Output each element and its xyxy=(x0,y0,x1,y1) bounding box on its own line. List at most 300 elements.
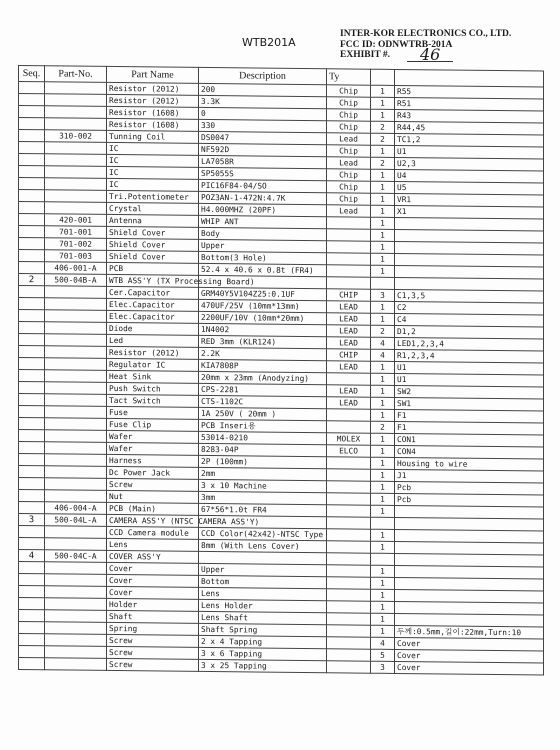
cell-type xyxy=(327,529,371,541)
cell-part-name: IC xyxy=(107,178,199,191)
cell-description: 1A 250V ( 20mm ) xyxy=(199,407,327,420)
cell-description: 8mm (With Lens Cover) xyxy=(199,539,327,552)
cell-description: Bottom xyxy=(199,575,327,588)
cell-seq xyxy=(19,406,45,418)
cell-qty: 1 xyxy=(371,541,395,553)
cell-seq xyxy=(19,502,45,514)
cell-part-no: 701-003 xyxy=(45,250,107,263)
cell-seq xyxy=(19,322,45,334)
cell-qty: 1 xyxy=(371,97,395,109)
cell-part-no xyxy=(45,154,107,167)
column-header-qty xyxy=(371,69,395,85)
cell-type: MOLEX xyxy=(327,433,371,445)
cell-type: Lead xyxy=(327,157,371,169)
cell-seq xyxy=(19,118,45,130)
cell-type: LEAD xyxy=(327,337,371,349)
cell-part-name: Spring xyxy=(107,622,199,635)
cell-location: U1 xyxy=(395,145,544,159)
cell-seq xyxy=(19,490,45,502)
cell-part-no xyxy=(45,190,107,203)
cell-seq xyxy=(19,154,45,166)
cell-part-no xyxy=(45,370,107,383)
cell-part-no xyxy=(45,82,107,95)
cell-location: C2 xyxy=(395,301,544,315)
exhibit-underline xyxy=(407,61,453,62)
cell-description: CTS-1102C xyxy=(199,395,327,408)
cell-part-name: Resistor (2012) xyxy=(107,82,199,95)
cell-part-name: Crystal xyxy=(107,202,199,215)
cell-type xyxy=(327,229,371,241)
cell-qty: 1 xyxy=(371,265,395,277)
cell-qty: 1 xyxy=(371,433,395,445)
column-header-part-no: Part-No. xyxy=(45,66,107,83)
cell-description: H4.000MHZ (20PF) xyxy=(199,203,327,216)
cell-location: VR1 xyxy=(395,193,544,207)
cell-type: Lead xyxy=(327,205,371,217)
column-header-description: Description xyxy=(199,67,327,84)
cell-type: Chip xyxy=(327,85,371,97)
cell-seq xyxy=(19,442,45,454)
cell-seq xyxy=(19,262,45,274)
cell-qty: 1 xyxy=(371,613,395,625)
cell-description: Lens xyxy=(199,587,327,600)
cell-qty: 2 xyxy=(371,421,395,433)
column-header-location xyxy=(395,69,544,87)
cell-qty: 1 xyxy=(371,409,395,421)
column-header-part-name: Part Name xyxy=(107,66,199,83)
cell-part-no xyxy=(45,622,107,635)
cell-seq xyxy=(19,166,45,178)
bill-of-materials-table xyxy=(18,65,544,676)
cell-type: LEAD xyxy=(327,385,371,397)
cell-location: C1,3,5 xyxy=(395,289,544,303)
exhibit-label: EXHIBIT #. xyxy=(340,50,390,60)
cell-description: CPS-2281 xyxy=(199,383,327,396)
cell-part-no: 500-04B-A xyxy=(45,274,107,287)
cell-seq xyxy=(19,622,45,634)
cell-description: Upper xyxy=(199,239,327,252)
cell-part-name: Regulator IC xyxy=(107,358,199,371)
cell-part-name: Antenna xyxy=(107,214,199,227)
cell-part-name: Tact Switch xyxy=(107,394,199,407)
cell-part-no xyxy=(45,490,107,503)
cell-location: D1,2 xyxy=(395,325,544,339)
column-header-seq: Seq. xyxy=(19,66,45,82)
cell-description: 2200UF/10V (10mm*20mm) xyxy=(199,311,327,324)
cell-seq xyxy=(19,454,45,466)
cell-seq: 3 xyxy=(19,514,45,526)
cell-part-name: Nut xyxy=(107,490,199,503)
cell-description: CCD Color(42x42)-NTSC Type xyxy=(199,527,327,540)
cell-qty: 1 xyxy=(371,445,395,457)
cell-seq xyxy=(19,598,45,610)
cell-type xyxy=(327,589,371,601)
cell-seq xyxy=(19,394,45,406)
cell-seq xyxy=(19,334,45,346)
cell-type xyxy=(327,517,371,529)
cell-description: Bottom(3 Hole) xyxy=(199,251,327,264)
cell-seq xyxy=(19,562,45,574)
cell-location: Pcb xyxy=(395,481,544,495)
cell-seq xyxy=(19,358,45,370)
cell-description: RED 3mm (KLR124) xyxy=(199,335,327,348)
cell-seq xyxy=(19,610,45,622)
cell-type xyxy=(327,481,371,493)
cell-part-no xyxy=(45,418,107,431)
cell-part-no: 701-001 xyxy=(45,226,107,239)
cell-location: LED1,2,3,4 xyxy=(395,337,544,351)
cell-part-name: Holder xyxy=(107,598,199,611)
cell-part-name: Dc Power Jack xyxy=(107,466,199,479)
cell-description: 2 x 4 Tapping xyxy=(199,635,327,648)
cell-part-name: WTB ASS'Y (TX Processing Board) xyxy=(107,274,199,287)
cell-qty: 1 xyxy=(371,313,395,325)
cell-type xyxy=(327,373,371,385)
cell-part-name: Fuse Clip xyxy=(107,418,199,431)
cell-qty: 3 xyxy=(371,289,395,301)
cell-description: PCB Inseri용 xyxy=(199,419,327,432)
cell-location: SW2 xyxy=(395,385,544,399)
cell-part-no xyxy=(45,322,107,335)
cell-part-no xyxy=(45,478,107,491)
cell-description: Lens Shaft xyxy=(199,611,327,624)
cell-type: Chip xyxy=(327,121,371,133)
cell-qty: 1 xyxy=(371,145,395,157)
cell-seq xyxy=(19,142,45,154)
cell-seq xyxy=(19,382,45,394)
cell-qty: 1 xyxy=(371,601,395,613)
cell-part-name: Diode xyxy=(107,322,199,335)
cell-qty: 1 xyxy=(371,169,395,181)
cell-part-no xyxy=(45,202,107,215)
cell-part-no xyxy=(45,634,107,647)
cell-seq: 2 xyxy=(19,274,45,286)
cell-location: CON1 xyxy=(395,433,544,447)
cell-location: R51 xyxy=(395,97,544,111)
cell-type xyxy=(327,457,371,469)
cell-seq xyxy=(19,586,45,598)
cell-part-name: Wafer xyxy=(107,442,199,455)
cell-part-name: IC xyxy=(107,166,199,179)
cell-description: 2.2K xyxy=(199,347,327,360)
cell-location: R1,2,3,4 xyxy=(395,349,544,363)
cell-part-no: 310-002 xyxy=(45,130,107,143)
cell-location: 두께:0.5mm,길이:22mm,Turn:10 xyxy=(395,625,544,639)
cell-location: U1 xyxy=(395,361,544,375)
cell-part-name: Shield Cover xyxy=(107,250,199,263)
cell-qty: 1 xyxy=(371,85,395,97)
column-header-type: Ty xyxy=(327,69,371,85)
cell-seq xyxy=(19,430,45,442)
cell-type: Chip xyxy=(327,169,371,181)
cell-qty: 1 xyxy=(371,577,395,589)
cell-seq xyxy=(19,286,45,298)
cell-description: 8283-04P xyxy=(199,443,327,456)
cell-type xyxy=(327,265,371,277)
cell-description: 2P (100mm) xyxy=(199,455,327,468)
cell-part-name: IC xyxy=(107,142,199,155)
cell-part-name: COVER ASS'Y xyxy=(107,550,199,563)
cell-qty: 4 xyxy=(371,337,395,349)
cell-type: Chip xyxy=(327,109,371,121)
cell-description: 3mm xyxy=(199,491,327,504)
cell-part-name: Tunning Coil xyxy=(107,130,199,143)
cell-type xyxy=(327,493,371,505)
cell-qty: 1 xyxy=(371,589,395,601)
cell-location: X1 xyxy=(395,205,544,219)
cell-part-no xyxy=(45,142,107,155)
cell-part-name: Cover xyxy=(107,562,199,575)
cell-description: 3 x 25 Tapping xyxy=(199,659,327,672)
cell-part-no xyxy=(45,454,107,467)
cell-description: Lens Holder xyxy=(199,599,327,612)
cell-type: Chip xyxy=(327,97,371,109)
cell-description: 0 xyxy=(199,107,327,120)
cell-qty: 1 xyxy=(371,373,395,385)
cell-location: C4 xyxy=(395,313,544,327)
cell-seq xyxy=(19,250,45,262)
cell-qty: 1 xyxy=(371,205,395,217)
cell-seq xyxy=(19,646,45,658)
cell-part-no xyxy=(45,562,107,575)
cell-part-name: Tri.Potentiometer xyxy=(107,190,199,203)
cell-description: 200 xyxy=(199,83,327,96)
cell-part-no xyxy=(45,442,107,455)
cell-description: GRM40Y5V104Z25:0.1UF xyxy=(199,287,327,300)
cell-seq xyxy=(19,310,45,322)
cell-part-name: Resistor (2012) xyxy=(107,346,199,359)
cell-part-no: 701-002 xyxy=(45,238,107,251)
cell-part-name: Push Switch xyxy=(107,382,199,395)
cell-type xyxy=(327,565,371,577)
cell-qty: 1 xyxy=(371,253,395,265)
cell-location: U1 xyxy=(395,373,544,387)
cell-type xyxy=(327,505,371,517)
cell-location: F1 xyxy=(395,409,544,423)
cell-description: SP5055S xyxy=(199,167,327,180)
cell-description: 3 x 6 Tapping xyxy=(199,647,327,660)
cell-qty xyxy=(371,553,395,565)
cell-qty: 1 xyxy=(371,469,395,481)
fcc-id: FCC ID: ODNWTRB-201A xyxy=(340,39,453,50)
cell-location: R55 xyxy=(395,85,544,99)
cell-seq xyxy=(19,346,45,358)
cell-type xyxy=(327,241,371,253)
cell-qty: 1 xyxy=(371,241,395,253)
cell-qty: 1 xyxy=(371,457,395,469)
cell-part-name: Screw xyxy=(107,658,199,671)
cell-part-no xyxy=(45,178,107,191)
cell-location: CON4 xyxy=(395,445,544,459)
cell-location: R43 xyxy=(395,109,544,123)
cell-location: U5 xyxy=(395,181,544,195)
cell-location: Cover xyxy=(395,637,544,651)
cell-part-name: Resistor (1608) xyxy=(107,106,199,119)
cell-description: Body xyxy=(199,227,327,240)
cell-part-name: Harness xyxy=(107,454,199,467)
cell-part-no xyxy=(45,538,107,551)
cell-part-name: Elec.Capacitor xyxy=(107,310,199,323)
cell-type: Lead xyxy=(327,133,371,145)
cell-description: KIA7808P xyxy=(199,359,327,372)
cell-type xyxy=(327,253,371,265)
cell-part-name: Shield Cover xyxy=(107,238,199,251)
cell-part-no: 406-001-A xyxy=(45,262,107,275)
cell-part-name: Shaft xyxy=(107,610,199,623)
cell-part-no xyxy=(45,526,107,539)
cell-qty: 1 xyxy=(371,301,395,313)
cell-description: 1N4002 xyxy=(199,323,327,336)
cell-location: F1 xyxy=(395,421,544,435)
cell-qty xyxy=(371,517,395,529)
cell-description: 3.3K xyxy=(199,95,327,108)
cell-part-name: PCB (Main) xyxy=(107,502,199,515)
cell-location: R44,45 xyxy=(395,121,544,135)
cell-seq xyxy=(19,658,45,670)
cell-description: DS0047 xyxy=(199,131,327,144)
cell-part-name: IC xyxy=(107,154,199,167)
cell-qty: 1 xyxy=(371,505,395,517)
cell-seq xyxy=(19,130,45,142)
cell-seq xyxy=(19,634,45,646)
cell-part-no xyxy=(45,610,107,623)
cell-qty: 1 xyxy=(371,565,395,577)
cell-part-no xyxy=(45,106,107,119)
cell-description: PIC16F84-04/SO xyxy=(199,179,327,192)
cell-description: 20mm x 23mm (Anodyzing) xyxy=(199,371,327,384)
cell-type xyxy=(327,613,371,625)
cell-type xyxy=(327,409,371,421)
cell-seq xyxy=(19,178,45,190)
cell-seq xyxy=(19,298,45,310)
cell-description: Shaft Spring xyxy=(199,623,327,636)
cell-part-name: CCD Camera module xyxy=(107,526,199,539)
cell-qty: 5 xyxy=(371,649,395,661)
cell-part-no xyxy=(45,646,107,659)
cell-seq xyxy=(19,106,45,118)
cell-part-no xyxy=(45,382,107,395)
cell-qty: 1 xyxy=(371,493,395,505)
cell-part-name: Cover xyxy=(107,574,199,587)
cell-location: Cover xyxy=(395,649,544,663)
cell-part-no xyxy=(45,406,107,419)
cell-qty: 4 xyxy=(371,349,395,361)
cell-location: TC1,2 xyxy=(395,133,544,147)
cell-seq xyxy=(19,226,45,238)
cell-part-no: 420-001 xyxy=(45,214,107,227)
cell-part-name: Wafer xyxy=(107,430,199,443)
cell-qty: 1 xyxy=(371,385,395,397)
cell-seq xyxy=(19,478,45,490)
cell-qty: 2 xyxy=(371,133,395,145)
cell-type xyxy=(327,661,371,673)
cell-qty: 1 xyxy=(371,217,395,229)
cell-part-name: Screw xyxy=(107,634,199,647)
cell-part-no xyxy=(45,94,107,107)
cell-type xyxy=(327,421,371,433)
cell-type: CHIP xyxy=(327,349,371,361)
cell-type: LEAD xyxy=(327,397,371,409)
cell-description: 2mm xyxy=(199,467,327,480)
cell-seq xyxy=(19,574,45,586)
cell-type: ELCO xyxy=(327,445,371,457)
cell-part-no: 500-04L-A xyxy=(45,514,107,527)
cell-qty: 1 xyxy=(371,193,395,205)
cell-part-name: Heat Sink xyxy=(107,370,199,383)
cell-description: POZ3AN-1-472N:4.7K xyxy=(199,191,327,204)
document-title: WTB201A xyxy=(242,36,296,49)
cell-type: LEAD xyxy=(327,313,371,325)
cell-type xyxy=(327,601,371,613)
cell-type xyxy=(327,637,371,649)
cell-part-name: Screw xyxy=(107,478,199,491)
cell-part-name: Cover xyxy=(107,586,199,599)
cell-part-no xyxy=(45,658,107,671)
cell-part-name: Resistor (2012) xyxy=(107,94,199,107)
cell-part-no xyxy=(45,598,107,611)
cell-part-name: Resistor (1608) xyxy=(107,118,199,131)
cell-type: Chip xyxy=(327,145,371,157)
cell-seq xyxy=(19,82,45,94)
cell-part-no xyxy=(45,466,107,479)
cell-type xyxy=(327,217,371,229)
cell-part-no xyxy=(45,394,107,407)
cell-part-no xyxy=(45,574,107,587)
exhibit-number: 46 xyxy=(420,45,441,64)
cell-seq xyxy=(19,538,45,550)
cell-seq xyxy=(19,526,45,538)
cell-description: 52.4 x 40.6 x 0.8t (FR4) xyxy=(199,263,327,276)
cell-type xyxy=(327,649,371,661)
cell-location: U4 xyxy=(395,169,544,183)
cell-part-name: Screw xyxy=(107,646,199,659)
cell-type xyxy=(327,577,371,589)
cell-type xyxy=(327,469,371,481)
cell-part-no xyxy=(45,334,107,347)
cell-part-no xyxy=(45,346,107,359)
cell-type xyxy=(327,541,371,553)
cell-qty: 2 xyxy=(371,157,395,169)
cell-seq xyxy=(19,466,45,478)
cell-part-no xyxy=(45,118,107,131)
cell-qty: 1 xyxy=(371,529,395,541)
cell-part-no xyxy=(45,166,107,179)
cell-qty xyxy=(371,277,395,289)
cell-part-name: Fuse xyxy=(107,406,199,419)
cell-seq xyxy=(19,238,45,250)
cell-description: WHIP ANT xyxy=(199,215,327,228)
cell-description: LA7058R xyxy=(199,155,327,168)
cell-type: LEAD xyxy=(327,361,371,373)
cell-type xyxy=(327,277,371,289)
cell-qty: 2 xyxy=(371,325,395,337)
cell-type: Chip xyxy=(327,193,371,205)
cell-qty: 3 xyxy=(371,661,395,673)
cell-qty: 1 xyxy=(371,361,395,373)
cell-part-no: 500-04C-A xyxy=(45,550,107,563)
cell-part-name: Led xyxy=(107,334,199,347)
cell-type: LEAD xyxy=(327,325,371,337)
cell-qty: 1 xyxy=(371,625,395,637)
cell-location: U2,3 xyxy=(395,157,544,171)
cell-part-no: 406-004-A xyxy=(45,502,107,515)
cell-seq xyxy=(19,418,45,430)
cell-seq xyxy=(19,190,45,202)
cell-qty: 4 xyxy=(371,637,395,649)
cell-type xyxy=(327,553,371,565)
cell-type: CHIP xyxy=(327,289,371,301)
cell-part-name: Shield Cover xyxy=(107,226,199,239)
